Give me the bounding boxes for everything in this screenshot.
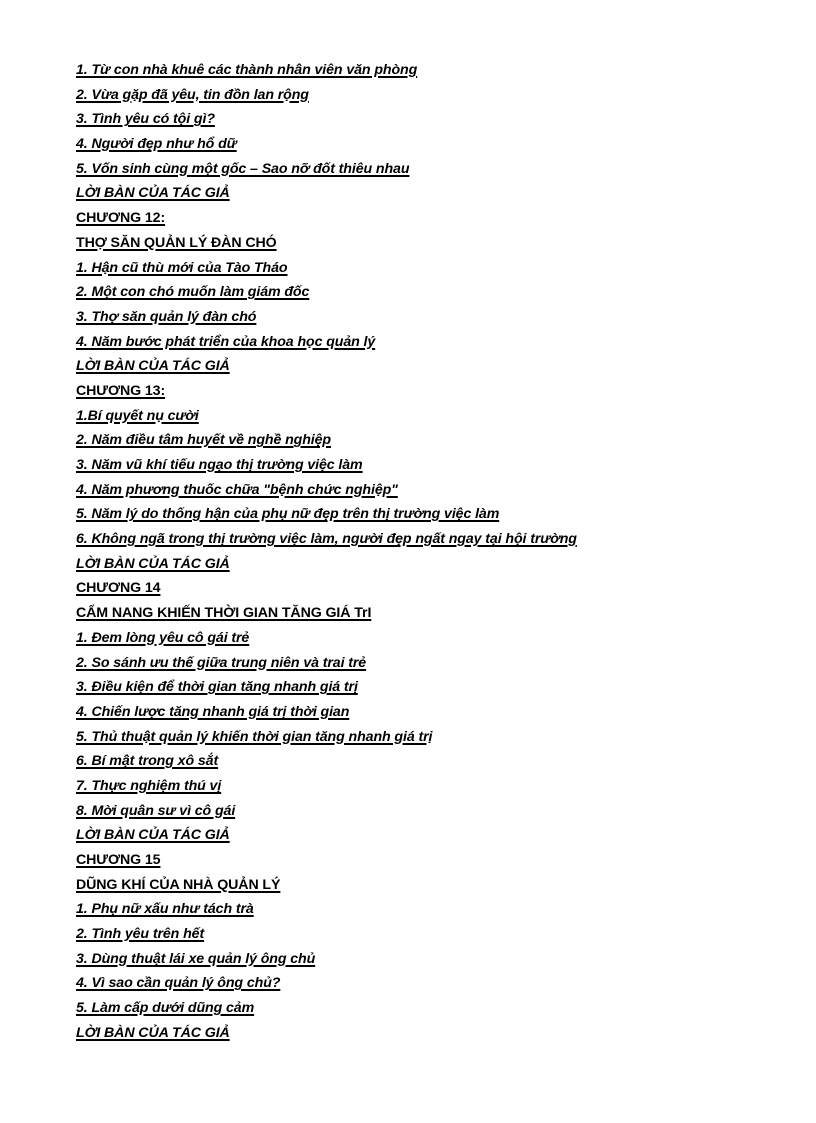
toc-link[interactable]: 4. Năm phương thuốc chữa "bệnh chức nghiệp": [76, 481, 398, 498]
toc-link[interactable]: 8. Mời quân sư vì cô gái: [76, 802, 236, 819]
toc-author-note-link[interactable]: LỜI BÀN CỦA TÁC GIẢ: [76, 185, 230, 202]
toc-link[interactable]: 3. Dùng thuật lái xe quản lý ông chủ: [76, 950, 316, 967]
toc-link[interactable]: 2. Năm điều tâm huyết về nghề nghiệp: [76, 432, 331, 449]
toc-link[interactable]: 2. Vừa gặp đã yêu, tin đồn lan rộng: [76, 86, 309, 103]
toc-link[interactable]: 3. Năm vũ khí tiếu ngạo thị trường việc làm: [76, 457, 363, 473]
toc-author-note-link[interactable]: LỜI BÀN CỦA TÁC GIẢ: [76, 827, 230, 844]
toc-chapter-title[interactable]: CẨM NANG KHIẾN THỜI GIAN TĂNG GIÁ TrI: [76, 605, 372, 622]
toc-chapter-heading[interactable]: CHƯƠNG 13:: [76, 382, 166, 399]
toc-link[interactable]: 5. Năm lý do thống hận của phụ nữ đẹp trên thị trường việc làm: [76, 506, 500, 523]
toc-link[interactable]: 4. Người đẹp như hổ dữ: [76, 136, 237, 153]
toc-author-note-link[interactable]: LỜI BÀN CỦA TÁC GIẢ: [76, 555, 230, 572]
toc-author-note-link[interactable]: LỜI BÀN CỦA TÁC GIẢ: [76, 1024, 230, 1041]
toc-chapter-heading[interactable]: CHƯƠNG 12:: [76, 210, 166, 227]
toc-link[interactable]: 5. Vốn sinh cùng một gốc – Sao nỡ đốt thiêu nhau: [76, 160, 410, 177]
toc-link[interactable]: 6. Bí mật trong xô sắt: [76, 753, 219, 770]
toc-link[interactable]: 2. Một con chó muốn làm giám đốc: [76, 284, 310, 301]
toc-link[interactable]: 3. Tình yêu có tội gì?: [76, 111, 215, 128]
toc-link[interactable]: 2. Tình yêu trên hết: [76, 926, 205, 943]
toc-link[interactable]: 1.Bí quyết nụ cười: [76, 407, 199, 424]
toc-chapter-heading[interactable]: CHƯƠNG 14: [76, 580, 161, 597]
toc-chapter-title[interactable]: DŨNG KHÍ CỦA NHÀ QUẢN LÝ: [76, 876, 281, 893]
table-of-contents: [76, 58, 776, 1046]
toc-link[interactable]: 6. Không ngã trong thị trường việc làm, người đẹp ngất ngay tại hội trường: [76, 531, 577, 548]
toc-link[interactable]: 2. So sánh ưu thế giữa trung niên và trai trẻ: [76, 654, 367, 671]
toc-link[interactable]: 3. Điều kiện để thời gian tăng nhanh giá trị: [76, 679, 358, 696]
toc-chapter-heading[interactable]: CHƯƠNG 15: [76, 852, 161, 868]
toc-link[interactable]: 3. Thợ săn quản lý đàn chó: [76, 308, 257, 325]
toc-link[interactable]: 1. Phụ nữ xấu như tách trà: [76, 901, 254, 918]
toc-link[interactable]: 4. Vì sao cần quản lý ông chủ?: [76, 975, 281, 992]
toc-link[interactable]: 4. Chiến lược tăng nhanh giá trị thời gian: [76, 703, 350, 720]
toc-link[interactable]: 5. Thủ thuật quản lý khiến thời gian tăng nhanh giá trị: [76, 728, 433, 745]
toc-chapter-title[interactable]: THỢ SĂN QUẢN LÝ ĐÀN CHÓ: [76, 234, 277, 251]
toc-link[interactable]: 1. Từ con nhà khuê các thành nhân viên văn phòng: [76, 62, 418, 78]
toc-link[interactable]: 7. Thực nghiệm thú vị: [76, 777, 222, 794]
toc-link[interactable]: 4. Năm bước phát triển của khoa học quản lý: [76, 333, 376, 350]
toc-link[interactable]: 1. Hận cũ thù mới của Tào Tháo: [76, 259, 288, 276]
toc-link[interactable]: 5. Làm cấp dưới dũng cảm: [76, 1000, 255, 1017]
toc-link[interactable]: 1. Đem lòng yêu cô gái trẻ: [76, 629, 250, 646]
toc-author-note-link[interactable]: LỜI BÀN CỦA TÁC GIẢ: [76, 358, 230, 375]
